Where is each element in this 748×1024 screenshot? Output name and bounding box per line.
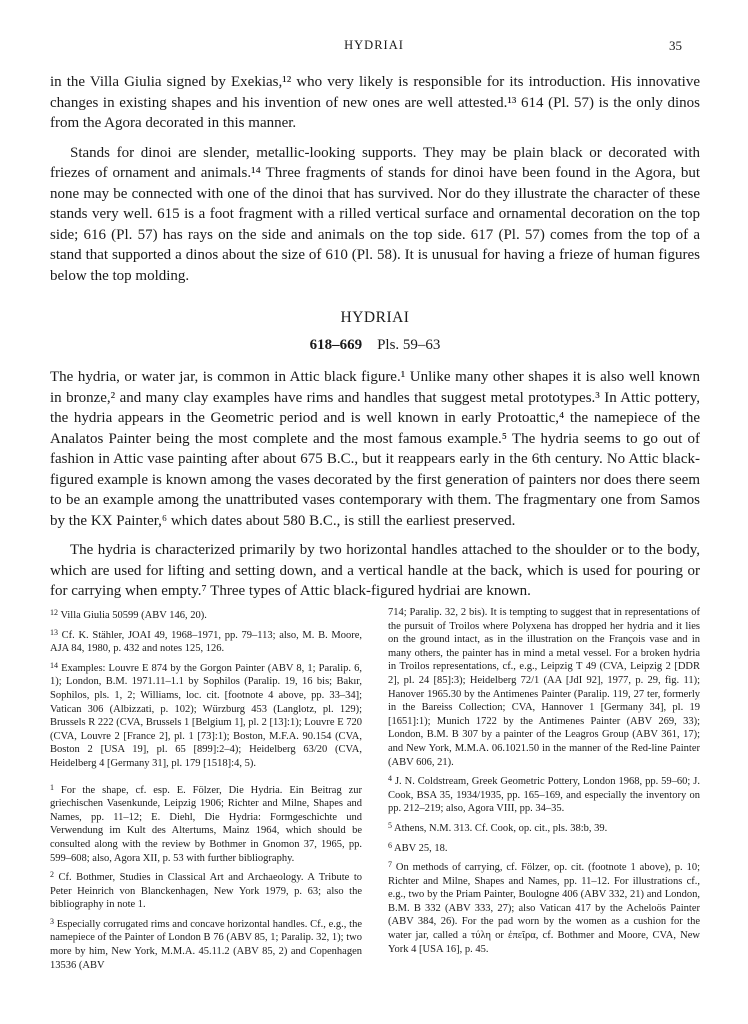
- footnote: $^7$ On methods of carrying, cf. Fölzer, op. cit. (footnote 1 above), p. 10; Richter and Milne, Shapes and Names, pp. 11–12. For illustrations cf., e.g., two by the Priam Painter, Boulogne 406 (ABV 332, 21) and London, B.M. B 332 (ABV 333, 27); also Vatican 417 by the Acheloös Painter (ABV 384, 26). For the pad worn by the women as a cushion for the water jar, called a τύλη or ἐπεῖρα, cf. Bothmer and Moore, CVA, New York 4 [USA 16], p. 45.: [388, 860, 701, 955]
- main-text: [50, 72, 700, 611]
- plates-ref: Pls. 59–63: [377, 336, 441, 353]
- footnotes-right-column: [388, 606, 700, 959]
- footnote: $^{14}$ Examples: Louvre E 874 by the Gorgon Painter (ABV 8, 1; Paralip. 6, 1); London, B.M. 1971.11–1.1 by Sophilos (Paralip. 19, 16 bis; Bakır, Sophilos, pls. 1, 2; Williams, loc. cit. [footnote 4 above, pp. 33–34]; Vatican 306 (Albizzati, p. 102); Würzburg 453 (Langlotz, pl. 129); Brussels R 222 (CVA, Brussels 1 [Belgium 1], pl. 2 [13]:1); Louvre E 720 (CVA, Louvre 2 [France 2], pl. 1 [73]:1); Boston, M.F.A. 90.154 (CVA, Boston 2 [USA 19], pl. 65 [899]:2–4); Heidelberg 63/20 (CVA, Heidelberg 4 [Germany 31], pl. 179 [1518]:4, 5).: [50, 660, 363, 769]
- footnote: $^6$ ABV 25, 18.: [388, 840, 448, 854]
- paragraph: The hydria, or water jar, is common in Attic black figure.¹ Unlike many other shapes it is also well known in bronze,² and many clay examples have rims and handles that suggest metal prototypes.³ In Attic pottery, the hydria appears in the Geometric period and is well known in early Protoattic,⁴ the namepiece of the Analatos Painter being the most complete and the most famous example.⁵ The hydria seems to go out of fashion in Attic vase painting after about 675 B.C., but it reappears early in the 6th century. No Attic black-figured example is known among the vases decorated by the first generation of painters nor does there seem to be an example among the unattributed vases contemporary with them. The fragmentary one from Samos by the KX Painter,⁶ which dates about 580 B.C., is still the earliest preserved.: [50, 369, 700, 529]
- paragraph: in the Villa Giulia signed by Exekias,¹² who very likely is responsible for its introduction. His innovative changes in existing shapes and his invention of new ones are well attested.¹³ 614 (Pl. 57) is the only dinos from the Agora decorated in this manner.: [50, 74, 700, 131]
- footnote: $^{12}$ Villa Giulia 50599 (ABV 146, 20).: [50, 608, 207, 621]
- paragraph: Stands for dinoi are slender, metallic-looking supports. They may be plain black or decorated with friezes of ornament and animals.¹⁴ Three fragments of stands for dinoi have been found in the Agora, but none may be connected with one of the dinoi that has survived. Nor do they illustrate the character of these stands very well. 615 is a foot fragment with a rilled vertical surface and ornamental decoration on the top side; 616 (Pl. 57) has rays on the side and animals on the top side. 617 (Pl. 57) comes from the top of a stand that supported a dinos about the size of 610 (Pl. 58). It is unusual for having a frieze of human figures below the top molding.: [50, 144, 700, 284]
- footnote: $^1$ For the shape, cf. esp. E. Fölzer, Die Hydria. Ein Beitrag zur griechischen Vasenkunde, Leipzig 1906; Richter and Milne, Shapes and Names, pp. 11–12; E. Diehl, Die Hydria: Formgeschichte und Verwendung im Kult des Altertums, Mainz 1964, which should be consulted along with the review by Bothmer in Gnomon 37, 1965, pp. 599–608; also, Agora XII, p. 53 with further bibliography.: [50, 782, 362, 864]
- section-title: HYDRIAI: [340, 309, 410, 326]
- footnote: $^2$ Cf. Bothmer, Studies in Classical Art and Archaeology. A Tribute to Peter Heinrich von Blanckenhagen, New York 1979, p. 63; also the bibliography in note 1.: [50, 870, 362, 911]
- footnote: $^3$ Especially corrugated rims and concave horizontal handles. Cf., e.g., the namepiece of the Painter of London B 76 (ABV 85, 1; Paralip. 32, 1); two more by him, New York, M.M.A. 45.11.2 (ABV 85, 2) and Copenhagen 13536 (ABV: [50, 916, 363, 971]
- section-subtitle: [50, 335, 700, 356]
- footnote: $^5$ Athens, N.M. 313. Cf. Cook, op. cit., pls. 38:b, 39.: [388, 820, 608, 834]
- running-head: HYDRIAI: [344, 38, 404, 52]
- footnote: $^{13}$ Cf. K. Stähler, JOAI 49, 1968–1971, pp. 79–113; also, M. B. Moore, AJA 84, 1980, p. 432 and notes 125, 126.: [50, 627, 362, 655]
- page-number: 35: [669, 38, 682, 53]
- footnote: $^4$ J. N. Coldstream, Greek Geometric Pottery, London 1968, pp. 59–60; J. Cook, BSA 35, 1934/1935, pp. 165–169, and especially the inventory on pp. 212–219; also, Agora VIII, pp. 34–35.: [388, 774, 701, 815]
- footnote-continued: 714; Paralip. 32, 2 bis). It is tempting to suggest that in representations of the pursuit of Troilos where Polyxena has dropped her hydria and it lies on the ground intact, as in the illustration on the François vase and in many others, the painter has in mind a metal vessel. For a broken hydria in Troilos representations, cf., e.g., Leipzig T 49 (CVA, Leipzig 2 [DDR 2], pl. 24 [85]:3); Heidelberg 72/1 (AA [JdI 92], 1977, p. 29, fig. 11); Hanover 1965.30 by the Antimenes Painter (Paralip. 119, 27 ter, formerly in the Bareiss Collection; CVA, Hannover 1 [Germany 34], pl. 19 [1651]:1); Munich 1722 by the Antimenes Painter (ABV 269, 33); London, B.M. B 307 by a painter of the Leagros Group (ABV 361, 17); and New York, M.M.A. 06.1021.50 in the manner of the Red-line Painter (ABV 606, 21).: [388, 607, 700, 768]
- paragraph: The hydria is characterized primarily by two horizontal handles attached to the shoulder or to the body, which are used for lifting and setting down, and a vertical handle at the back, which is used for pouring or for carrying when empty.⁷ Three types of Attic black-figured hydriai are known.: [50, 542, 700, 599]
- footnotes-left-column: [50, 606, 362, 975]
- catalogue-range: 618–669: [309, 336, 363, 353]
